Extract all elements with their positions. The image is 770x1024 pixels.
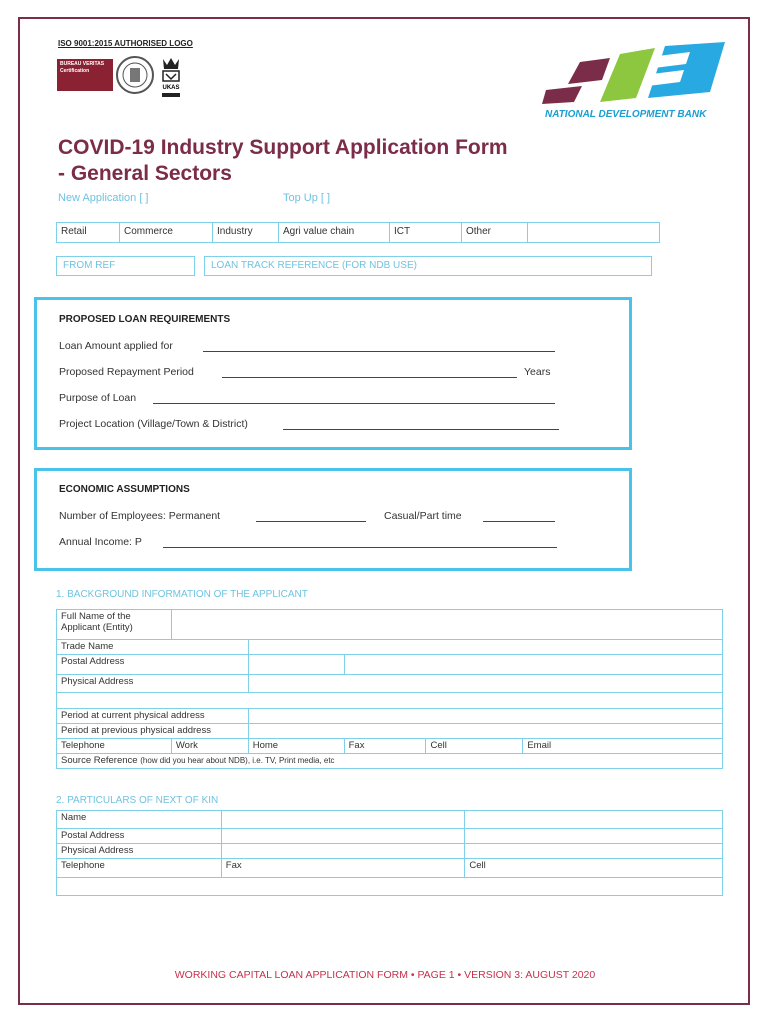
kin-postal-input[interactable] bbox=[221, 829, 465, 844]
loan-purpose-input[interactable] bbox=[153, 403, 555, 404]
physical-address-continuation[interactable] bbox=[57, 693, 723, 709]
loan-purpose-label: Purpose of Loan bbox=[59, 392, 137, 404]
trade-name-input[interactable] bbox=[248, 640, 722, 655]
iso-label: ISO 9001:2015 AUTHORISED LOGO bbox=[58, 39, 193, 48]
email-field[interactable]: Email bbox=[523, 739, 723, 754]
sector-commerce[interactable]: Commerce bbox=[120, 223, 213, 242]
new-application-option[interactable]: New Application [ ] bbox=[58, 192, 149, 204]
bureau-veritas-badge bbox=[57, 59, 113, 91]
kin-name-input[interactable] bbox=[221, 811, 465, 829]
ukas-crown-icon bbox=[159, 55, 183, 99]
kin-fax-field[interactable]: Fax bbox=[221, 859, 465, 878]
page-footer: WORKING CAPITAL LOAN APPLICATION FORM • PAGE 1 • VERSION 3: AUGUST 2020 bbox=[174, 969, 596, 981]
fax-field[interactable]: Fax bbox=[344, 739, 426, 754]
form-title bbox=[58, 135, 578, 187]
loan-requirements-panel bbox=[34, 297, 632, 450]
full-name-label: Full Name of the Applicant (Entity) bbox=[57, 610, 172, 640]
bank-name: NATIONAL DEVELOPMENT BANK bbox=[545, 109, 707, 120]
loan-requirements-title: PROPOSED LOAN REQUIREMENTS bbox=[59, 314, 231, 325]
table-row bbox=[57, 640, 723, 655]
sector-ict[interactable]: ICT bbox=[390, 223, 462, 242]
next-of-kin-table bbox=[56, 810, 723, 896]
full-name-input[interactable] bbox=[171, 610, 722, 640]
source-reference-label: Source Reference bbox=[61, 755, 138, 766]
kin-postal-input-extra[interactable] bbox=[465, 829, 723, 844]
telephone-label: Telephone bbox=[57, 739, 172, 754]
certification-logos bbox=[57, 53, 185, 101]
table-row bbox=[57, 693, 723, 709]
sector-retail[interactable]: Retail bbox=[57, 223, 120, 242]
kin-physical-label: Physical Address bbox=[57, 844, 222, 859]
form-title-line1: COVID-19 Industry Support Application Form bbox=[58, 136, 508, 159]
postal-address-input[interactable] bbox=[248, 655, 344, 675]
bureau-veritas-seal-icon bbox=[115, 55, 155, 95]
permanent-employees-input[interactable] bbox=[256, 521, 366, 522]
kin-telephone-label: Telephone bbox=[57, 859, 222, 878]
background-info-table bbox=[56, 609, 723, 769]
kin-cell-field[interactable]: Cell bbox=[465, 859, 723, 878]
table-row bbox=[57, 878, 723, 896]
table-row bbox=[57, 844, 723, 859]
sector-industry[interactable]: Industry bbox=[213, 223, 279, 242]
economic-assumptions-title: ECONOMIC ASSUMPTIONS bbox=[59, 484, 190, 495]
kin-name-label: Name bbox=[57, 811, 222, 829]
source-reference-field[interactable] bbox=[57, 754, 723, 769]
table-row bbox=[57, 610, 723, 640]
svg-text:UKAS: UKAS bbox=[162, 85, 180, 91]
postal-address-label: Postal Address bbox=[57, 655, 249, 675]
table-row bbox=[57, 739, 723, 754]
annual-income-label: Annual Income: P bbox=[59, 536, 142, 548]
from-ref-field[interactable]: FROM REF bbox=[56, 256, 195, 276]
project-location-label: Project Location (Village/Town & District) bbox=[59, 418, 248, 430]
table-row bbox=[57, 675, 723, 693]
period-previous-input[interactable] bbox=[248, 724, 722, 739]
sector-other[interactable]: Other bbox=[462, 223, 528, 242]
table-row bbox=[57, 811, 723, 829]
postal-address-input-extra[interactable] bbox=[344, 655, 722, 675]
casual-employees-label: Casual/Part time bbox=[384, 510, 462, 522]
loan-amount-input[interactable] bbox=[203, 351, 555, 352]
table-row bbox=[57, 859, 723, 878]
repayment-period-label: Proposed Repayment Period bbox=[59, 366, 194, 378]
loan-amount-label: Loan Amount applied for bbox=[59, 340, 173, 352]
kin-physical-input[interactable] bbox=[221, 844, 465, 859]
home-phone-field[interactable]: Home bbox=[248, 739, 344, 754]
next-of-kin-section-title: 2. PARTICULARS OF NEXT OF KIN bbox=[56, 795, 219, 806]
kin-postal-label: Postal Address bbox=[57, 829, 222, 844]
economic-assumptions-panel bbox=[34, 468, 632, 571]
kin-physical-input-extra[interactable] bbox=[465, 844, 723, 859]
period-current-label: Period at current physical address bbox=[57, 709, 249, 724]
table-row bbox=[57, 829, 723, 844]
period-current-input[interactable] bbox=[248, 709, 722, 724]
form-title-line2: - General Sectors bbox=[58, 162, 232, 185]
cell-field[interactable]: Cell bbox=[426, 739, 523, 754]
loan-track-reference-field[interactable]: LOAN TRACK REFERENCE (FOR NDB USE) bbox=[204, 256, 652, 276]
table-row bbox=[57, 724, 723, 739]
trade-name-label: Trade Name bbox=[57, 640, 249, 655]
period-previous-label: Period at previous physical address bbox=[57, 724, 249, 739]
sector-other-specify[interactable] bbox=[528, 223, 659, 242]
casual-employees-input[interactable] bbox=[483, 521, 555, 522]
physical-address-label: Physical Address bbox=[57, 675, 249, 693]
table-row bbox=[57, 655, 723, 675]
sector-agri-value-chain[interactable]: Agri value chain bbox=[279, 223, 390, 242]
work-phone-field[interactable]: Work bbox=[171, 739, 248, 754]
permanent-employees-label: Number of Employees: Permanent bbox=[59, 510, 221, 522]
table-row bbox=[57, 754, 723, 769]
annual-income-input[interactable] bbox=[163, 547, 557, 548]
kin-extra-row[interactable] bbox=[57, 878, 723, 896]
source-reference-hint: (how did you hear about NDB), i.e. TV, Print media, etc bbox=[140, 756, 335, 765]
cert-badge-line2: Certification bbox=[60, 68, 90, 74]
top-up-option[interactable]: Top Up [ ] bbox=[283, 192, 331, 204]
sector-selection-row bbox=[56, 222, 660, 243]
background-section-title: 1. BACKGROUND INFORMATION OF THE APPLICANT bbox=[56, 589, 308, 600]
kin-name-input-extra[interactable] bbox=[465, 811, 723, 829]
repayment-period-input[interactable] bbox=[222, 377, 517, 378]
repayment-period-unit: Years bbox=[524, 366, 551, 378]
physical-address-input[interactable] bbox=[248, 675, 722, 693]
table-row bbox=[57, 709, 723, 724]
project-location-input[interactable] bbox=[283, 429, 559, 430]
cert-badge-line1: BUREAU VERITAS bbox=[60, 61, 105, 67]
